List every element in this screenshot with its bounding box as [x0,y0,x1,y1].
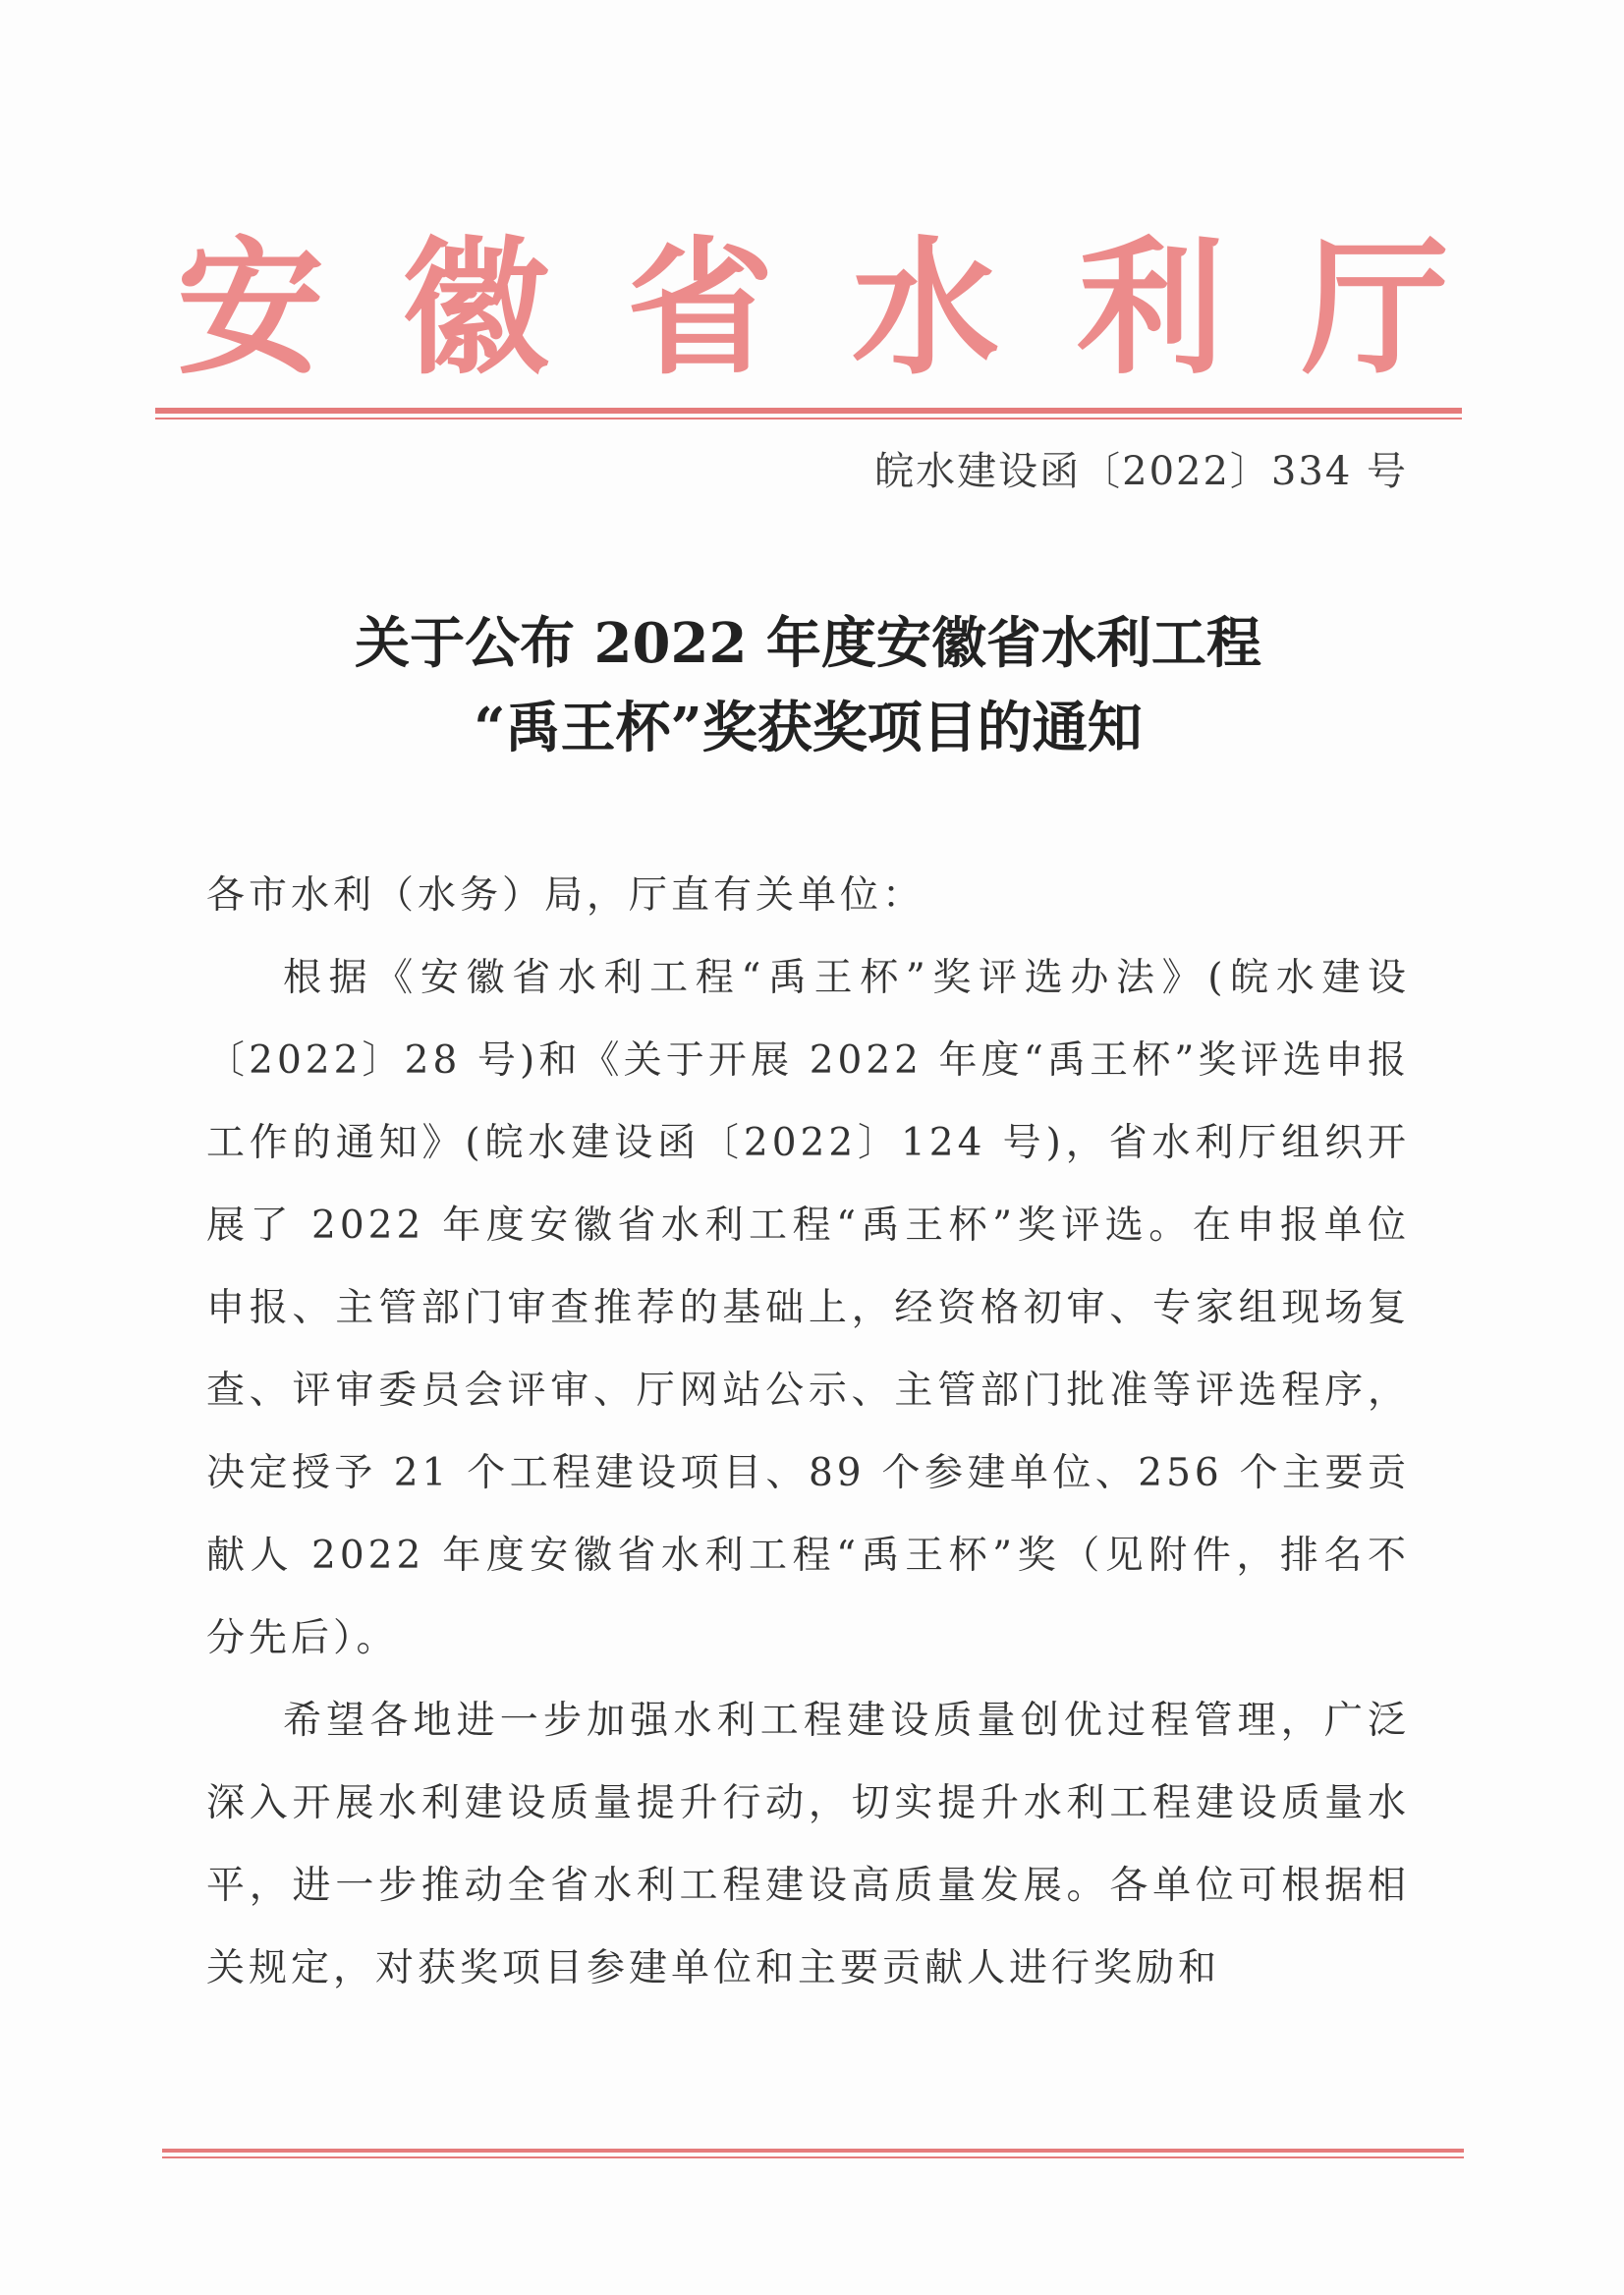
letterhead-divider-thin [155,418,1462,420]
document-body [206,855,1410,2010]
letterhead-char: 安 [176,224,324,395]
salutation: 各市水利（水务）局，厅直有关单位： [206,873,925,918]
footer-divider-thin [162,2156,1464,2158]
letterhead-char: 徽 [401,224,549,395]
paragraph-2: 希望各地进一步加强水利工程建设质量创优过程管理，广泛深入开展水利建设质量提升行动，切实提升水利工程建设质量水平，进一步推动全省水利工程建设高质量发展。各单位可根据相关规定，对获奖项目参建单位和主要贡献人进行奖励和 [206,1699,1410,1990]
letterhead-divider-thick [155,408,1462,414]
letterhead-char: 省 [626,224,774,395]
letterhead-char: 水 [851,224,999,395]
letterhead-char: 利 [1076,224,1224,395]
letterhead-title [157,211,1469,408]
title-line-2: “禹王杯”奖获奖项目的通知 [474,696,1143,760]
letterhead-char: 厅 [1301,224,1449,395]
document-number: 皖水建设函〔2022〕334 号 [874,449,1408,494]
footer-divider-thick [162,2149,1464,2153]
title-line-1: 关于公布 2022 年度安徽省水利工程 [355,611,1261,676]
paragraph-1: 根据《安徽省水利工程“禹王杯”奖评选办法》(皖水建设〔2022〕28 号)和《关于开展 2022 年度“禹王杯”奖评选申报工作的通知》(皖水建设函〔2022〕124 号)，省水利厅组织开展了 2022 年度安徽省水利工程“禹王杯”奖评选。在申报单位申报、主管部门审查推荐的基础上，经资格初审、专家组现场复查、评审委员会评审、厅网站公示、主管部门批准等评选程序，决定授予 21 个工程建设项目、89 个参建单位、256 个主要贡献人 2022 年度安徽省水利工程“禹王杯”奖（见附件，排名不分先后）。 [206,956,1410,1660]
document-title [147,601,1469,770]
